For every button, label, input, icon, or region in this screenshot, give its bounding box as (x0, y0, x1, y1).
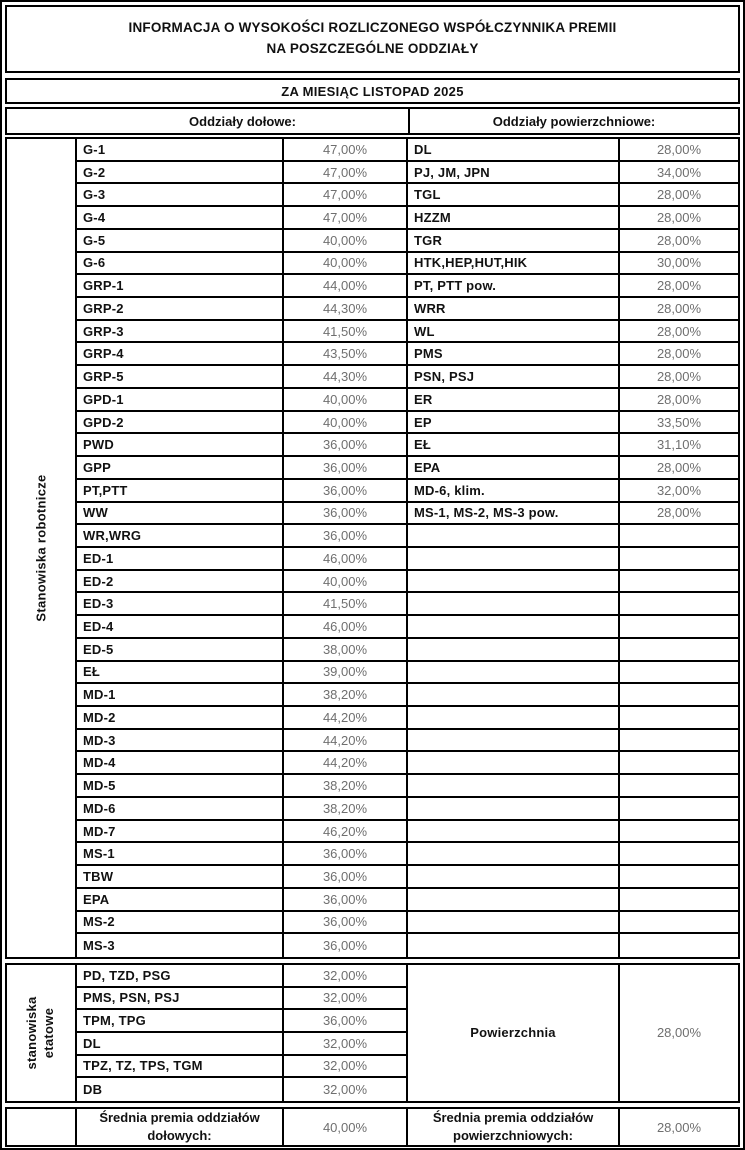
group-label-robotnicze (7, 139, 77, 957)
dept-cell-left: DB (77, 1078, 284, 1101)
value-cell-right: 34,00% (620, 162, 738, 185)
value-cell-left: 32,00% (284, 965, 408, 988)
dept-cell-right (408, 707, 620, 730)
value-cell-left: 32,00% (284, 1078, 408, 1101)
dept-cell-left: G-6 (77, 253, 284, 276)
dept-cell-left: WW (77, 503, 284, 526)
value-cell-left: 44,00% (284, 275, 408, 298)
dept-cell-left: EŁ (77, 662, 284, 685)
dept-cell-right (408, 775, 620, 798)
value-cell-left: 47,00% (284, 139, 408, 162)
value-cell-left: 32,00% (284, 1033, 408, 1056)
dept-cell-left: PWD (77, 434, 284, 457)
value-cell-left: 40,00% (284, 230, 408, 253)
value-cell-left: 46,00% (284, 616, 408, 639)
value-cell-right: 28,00% (620, 366, 738, 389)
dept-cell-right (408, 843, 620, 866)
dept-cell-left: ED-2 (77, 571, 284, 594)
value-cell-left: 36,00% (284, 843, 408, 866)
header-spacer (7, 109, 77, 133)
value-cell-right: 28,00% (620, 503, 738, 526)
dept-cell-right: MD-6, klim. (408, 480, 620, 503)
title-line-2: NA POSZCZEGÓLNE ODDZIAŁY (266, 41, 479, 56)
dept-cell-left: MS-3 (77, 934, 284, 957)
dept-cell-left: GRP-4 (77, 343, 284, 366)
value-cell-right (620, 684, 738, 707)
dept-cell-left: MD-5 (77, 775, 284, 798)
dept-cell-left: MS-2 (77, 912, 284, 935)
dept-cell-right: EP (408, 412, 620, 435)
dept-cell-left: DL (77, 1033, 284, 1056)
dept-cell-left: GRP-3 (77, 321, 284, 344)
value-cell-right: 28,00% (620, 321, 738, 344)
dept-cell-left: GRP-2 (77, 298, 284, 321)
value-cell-left: 32,00% (284, 1056, 408, 1079)
dept-cell-right (408, 821, 620, 844)
robotnicze-section (5, 137, 740, 959)
value-cell-right (620, 548, 738, 571)
dept-cell-left: PMS, PSN, PSJ (77, 988, 284, 1011)
value-cell-left: 36,00% (284, 525, 408, 548)
value-cell-right: 28,00% (620, 275, 738, 298)
dept-cell-left: GRP-1 (77, 275, 284, 298)
value-cell-left: 36,00% (284, 503, 408, 526)
dept-cell-right: ER (408, 389, 620, 412)
group-label-etatowe-text (24, 996, 58, 1069)
summary-left-label: Średnia premia oddziałów dołowych: (77, 1109, 284, 1145)
dept-cell-right: EPA (408, 457, 620, 480)
value-cell-left: 40,00% (284, 412, 408, 435)
dept-cell-right (408, 548, 620, 571)
value-cell-left: 43,50% (284, 343, 408, 366)
value-cell-right: 28,00% (620, 343, 738, 366)
dept-cell-left: MD-2 (77, 707, 284, 730)
value-cell-right (620, 866, 738, 889)
value-cell-left: 47,00% (284, 162, 408, 185)
group-label-etatowe (7, 965, 77, 1101)
header-right-departments: Oddziały powierzchniowe: (492, 113, 656, 129)
value-cell-right (620, 775, 738, 798)
powierzchnia-label-cell: Powierzchnia (408, 965, 620, 1101)
value-cell-right: 33,50% (620, 412, 738, 435)
value-cell-left: 47,00% (284, 207, 408, 230)
value-cell-left: 40,00% (284, 389, 408, 412)
dept-cell-left: GPD-1 (77, 389, 284, 412)
dept-cell-right: PMS (408, 343, 620, 366)
dept-cell-left: TBW (77, 866, 284, 889)
period-banner (5, 78, 740, 104)
value-cell-left: 32,00% (284, 988, 408, 1011)
dept-cell-left: G-3 (77, 184, 284, 207)
value-cell-right (620, 821, 738, 844)
dept-cell-right (408, 571, 620, 594)
dept-cell-left: G-1 (77, 139, 284, 162)
dept-cell-right: WRR (408, 298, 620, 321)
group-label-etatowe-line2: etatowe (41, 1007, 56, 1059)
value-cell-left: 44,20% (284, 730, 408, 753)
value-cell-right (620, 912, 738, 935)
value-cell-left: 36,00% (284, 457, 408, 480)
dept-cell-right (408, 730, 620, 753)
value-cell-left: 36,00% (284, 934, 408, 957)
dept-cell-left: ED-1 (77, 548, 284, 571)
dept-cell-right (408, 912, 620, 935)
dept-cell-left: G-4 (77, 207, 284, 230)
header-left-departments: Oddziały dołowe: (77, 109, 410, 133)
dept-cell-right: EŁ (408, 434, 620, 457)
dept-cell-right (408, 752, 620, 775)
dept-cell-right (408, 525, 620, 548)
dept-cell-left: TPM, TPG (77, 1010, 284, 1033)
value-cell-right (620, 934, 738, 957)
value-cell-left: 38,20% (284, 775, 408, 798)
dept-cell-right (408, 934, 620, 957)
value-cell-right: 28,00% (620, 389, 738, 412)
value-cell-right (620, 752, 738, 775)
value-cell-right: 28,00% (620, 207, 738, 230)
dept-cell-right (408, 593, 620, 616)
dept-cell-left: TPZ, TZ, TPS, TGM (77, 1056, 284, 1079)
value-cell-left: 46,20% (284, 821, 408, 844)
value-cell-left: 36,00% (284, 480, 408, 503)
dept-cell-right (408, 684, 620, 707)
value-cell-left: 47,00% (284, 184, 408, 207)
summary-row (5, 1107, 740, 1147)
dept-cell-left: G-2 (77, 162, 284, 185)
dept-cell-left: MD-3 (77, 730, 284, 753)
powierzchnia-value-cell: 28,00% (656, 1025, 702, 1041)
dept-cell-right: HTK,HEP,HUT,HIK (408, 253, 620, 276)
value-cell-right: 32,00% (620, 480, 738, 503)
value-cell-right (620, 525, 738, 548)
dept-cell-right (408, 866, 620, 889)
value-cell-left: 38,00% (284, 639, 408, 662)
value-cell-right (620, 616, 738, 639)
value-cell-right (620, 571, 738, 594)
value-cell-right (620, 662, 738, 685)
period-label: ZA MIESIĄC LISTOPAD 2025 (281, 83, 464, 99)
dept-cell-left: MD-4 (77, 752, 284, 775)
value-cell-right: 31,10% (620, 434, 738, 457)
value-cell-right: 30,00% (620, 253, 738, 276)
dept-cell-left: MD-7 (77, 821, 284, 844)
dept-cell-left: MD-6 (77, 798, 284, 821)
value-cell-left: 40,00% (284, 571, 408, 594)
dept-cell-left: GRP-5 (77, 366, 284, 389)
dept-cell-left: GPD-2 (77, 412, 284, 435)
value-cell-right: 28,00% (620, 184, 738, 207)
column-headers (5, 107, 740, 135)
summary-left-value: 40,00% (284, 1109, 408, 1145)
dept-cell-left: EPA (77, 889, 284, 912)
value-cell-right (620, 639, 738, 662)
value-cell-left: 41,50% (284, 321, 408, 344)
value-cell-left: 44,20% (284, 752, 408, 775)
value-cell-left: 36,00% (284, 912, 408, 935)
value-cell-left: 44,30% (284, 298, 408, 321)
dept-cell-right: WL (408, 321, 620, 344)
group-label-etatowe-line1: stanowiska (24, 996, 40, 1070)
dept-cell-right: TGL (408, 184, 620, 207)
dept-cell-left: WR,WRG (77, 525, 284, 548)
etatowe-section (5, 963, 740, 1103)
dept-cell-right (408, 889, 620, 912)
dept-cell-left: MS-1 (77, 843, 284, 866)
value-cell-right (620, 889, 738, 912)
dept-cell-right: TGR (408, 230, 620, 253)
dept-cell-right (408, 798, 620, 821)
dept-cell-left: MD-1 (77, 684, 284, 707)
group-label-robotnicze-text: Stanowiska robotnicze (33, 474, 49, 622)
dept-cell-right (408, 639, 620, 662)
value-cell-left: 36,00% (284, 1010, 408, 1033)
dept-cell-right: DL (408, 139, 620, 162)
value-cell-right (620, 798, 738, 821)
dept-cell-right: PT, PTT pow. (408, 275, 620, 298)
dept-cell-right: MS-1, MS-2, MS-3 pow. (408, 503, 620, 526)
value-cell-left: 36,00% (284, 434, 408, 457)
value-cell-left: 46,00% (284, 548, 408, 571)
title-line-1: INFORMACJA O WYSOKOŚCI ROZLICZONEGO WSPÓŁCZYNNIKA PREMII (128, 20, 617, 36)
dept-cell-right: HZZM (408, 207, 620, 230)
dept-cell-right (408, 662, 620, 685)
value-cell-right (620, 843, 738, 866)
dept-cell-right (408, 616, 620, 639)
dept-cell-right: PJ, JM, JPN (408, 162, 620, 185)
value-cell-left: 41,50% (284, 593, 408, 616)
value-cell-left: 36,00% (284, 889, 408, 912)
value-cell-left: 44,30% (284, 366, 408, 389)
dept-cell-left: PT,PTT (77, 480, 284, 503)
value-cell-right: 28,00% (620, 139, 738, 162)
value-cell-left: 38,20% (284, 684, 408, 707)
dept-cell-left: ED-4 (77, 616, 284, 639)
value-cell-right: 28,00% (620, 298, 738, 321)
dept-cell-left: ED-5 (77, 639, 284, 662)
value-cell-left: 44,20% (284, 707, 408, 730)
value-cell-right (620, 730, 738, 753)
dept-cell-left: GPP (77, 457, 284, 480)
value-cell-right: 28,00% (620, 230, 738, 253)
value-cell-left: 39,00% (284, 662, 408, 685)
value-cell-right: 28,00% (620, 457, 738, 480)
document-title (5, 5, 740, 73)
dept-cell-left: ED-3 (77, 593, 284, 616)
summary-right-value: 28,00% (656, 1119, 702, 1135)
value-cell-left: 38,20% (284, 798, 408, 821)
dept-cell-left: PD, TZD, PSG (77, 965, 284, 988)
dept-cell-right: PSN, PSJ (408, 366, 620, 389)
value-cell-right (620, 707, 738, 730)
summary-spacer-cell (7, 1109, 77, 1145)
value-cell-left: 40,00% (284, 253, 408, 276)
summary-right-label: Średnia premia oddziałów powierzchniowych: (408, 1109, 620, 1145)
dept-cell-left: G-5 (77, 230, 284, 253)
value-cell-left: 36,00% (284, 866, 408, 889)
value-cell-right (620, 593, 738, 616)
